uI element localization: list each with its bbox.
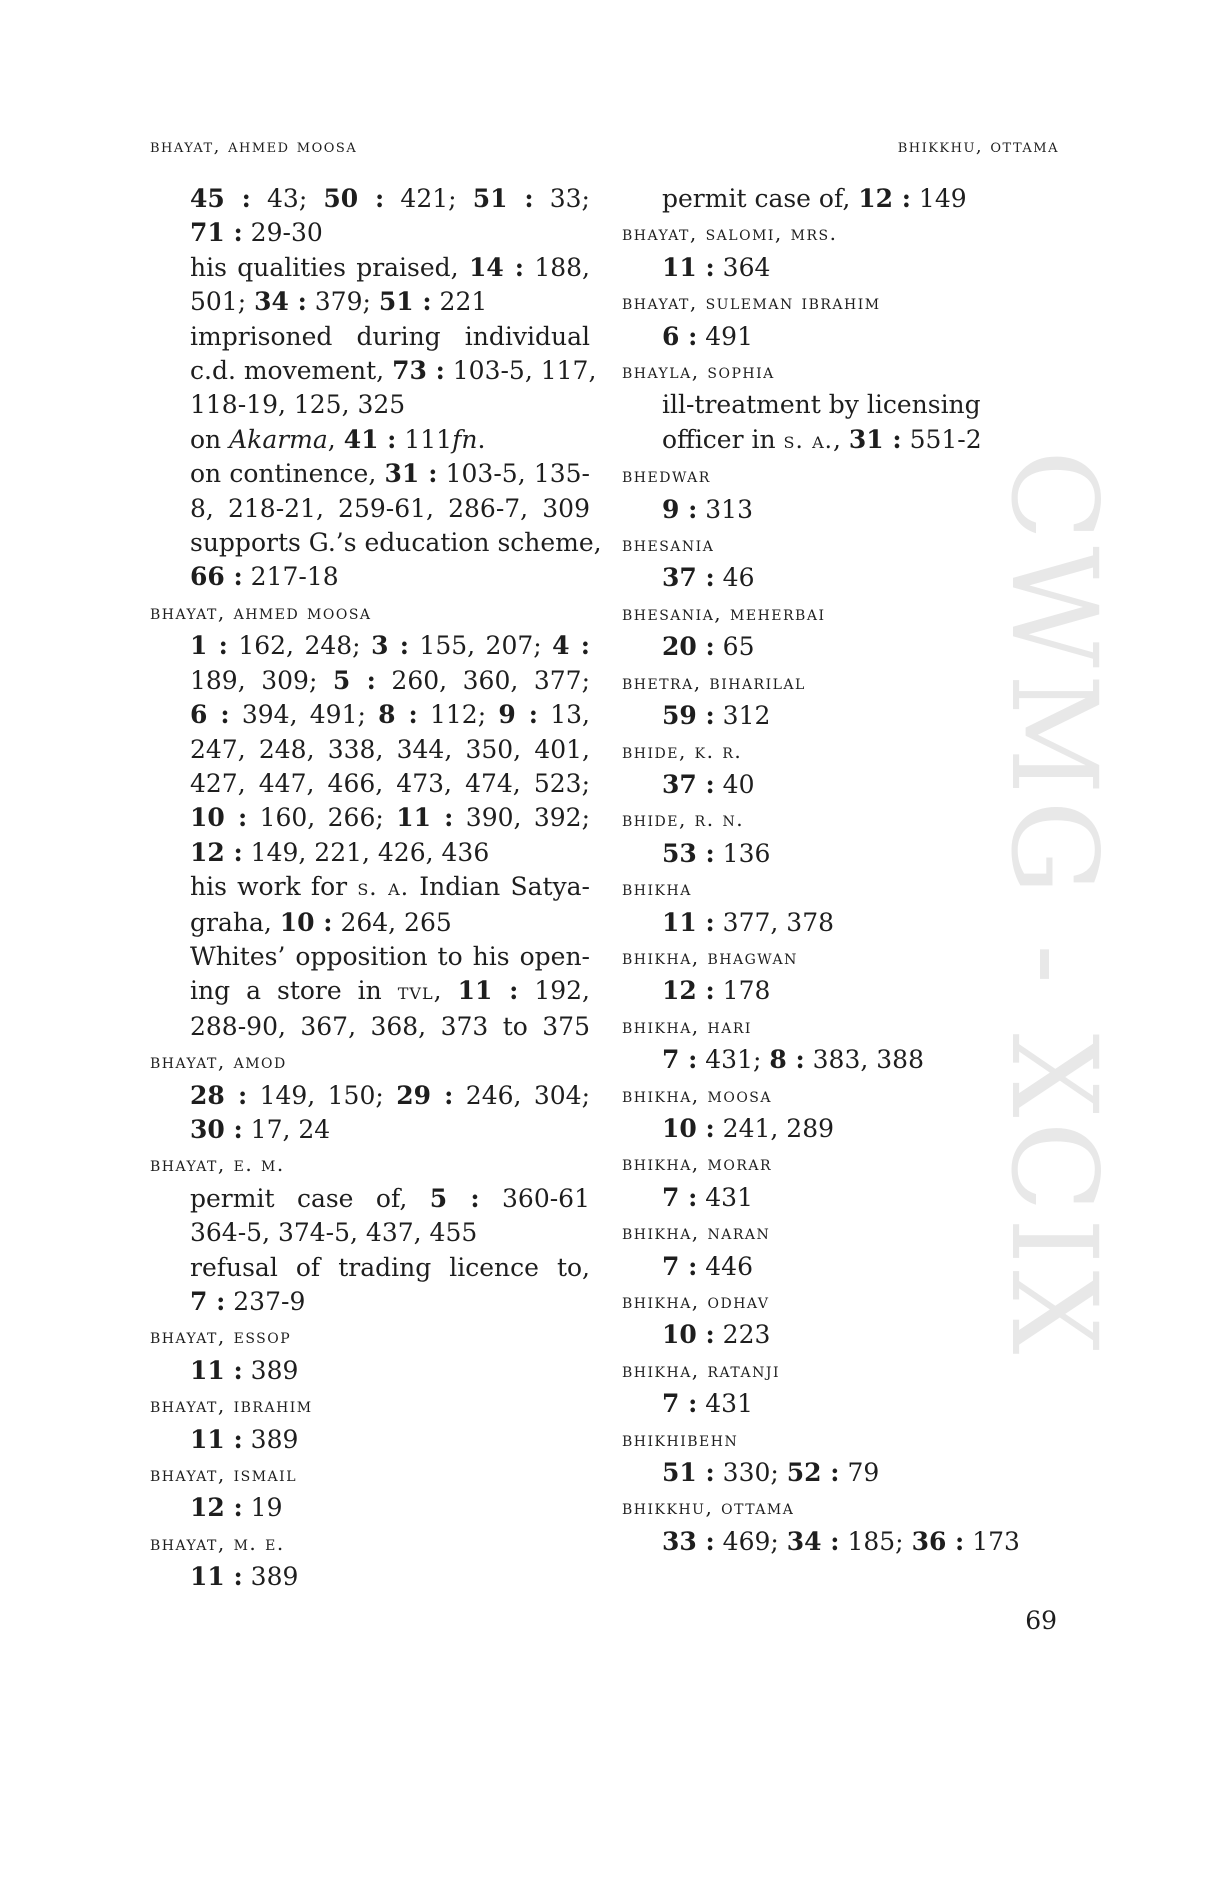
index-entry-line: 364-5, 374-5, 437, 455: [190, 1218, 478, 1248]
index-heading: bhayat, e. m.: [150, 1152, 285, 1177]
index-entry-line: imprisoned during individual: [190, 321, 590, 351]
index-entry-line: permit case of, 12 : 149: [662, 184, 967, 213]
index-entry-line: 20 : 65: [662, 632, 755, 662]
index-entry-line: 51 : 330; 52 : 79: [662, 1458, 880, 1488]
index-entry-line: 12 : 178: [662, 976, 771, 1006]
index-entry-line: ill-treatment by licensing: [662, 390, 981, 420]
index-entry-line: 11 : 389: [190, 1424, 299, 1454]
index-entry-line: Whites’ opposition to his open-: [190, 941, 590, 971]
index-entry-line: 288-90, 367, 368, 373 to 375: [190, 1011, 590, 1041]
index-heading: bhayat, m. e.: [150, 1530, 285, 1555]
index-entry-line: 189, 309; 5 : 260, 360, 377;: [190, 665, 590, 695]
index-entry-line: 6 : 394, 491; 8 : 112; 9 : 13,: [190, 700, 591, 730]
index-entry-line: 37 : 40: [662, 769, 755, 799]
index-entry-line: 427, 447, 466, 473, 474, 523;: [190, 768, 590, 798]
index-entry-line: 59 : 312: [662, 701, 771, 731]
index-entry-line: on Akarma, 41 : 111fn.: [190, 424, 486, 454]
index-heading: bhedwar: [622, 463, 711, 488]
index-heading: bhayat, ahmed moosa: [150, 599, 372, 624]
index-heading: bhikhibehn: [622, 1426, 739, 1451]
index-entry-line: 501; 34 : 379; 51 : 221: [190, 287, 488, 317]
index-heading: bhikha, bhagwan: [622, 944, 798, 969]
index-entry-line: 6 : 491: [662, 321, 753, 351]
index-heading: bhide, r. n.: [622, 807, 745, 832]
index-entry-line: 53 : 136: [662, 838, 771, 868]
index-heading: bhikkhu, ottama: [622, 1495, 795, 1520]
index-entry-line: 10 : 223: [662, 1320, 771, 1350]
index-entry-line: 71 : 29-30: [190, 218, 323, 248]
index-entry-line: 12 : 19: [190, 1493, 283, 1523]
index-heading: bhesania: [622, 532, 715, 557]
index-column-left: [150, 182, 602, 1595]
index-entry-line: graha, 10 : 264, 265: [190, 907, 452, 937]
index-entry-line: 30 : 17, 24: [190, 1114, 331, 1144]
index-entry-line: 1 : 162, 248; 3 : 155, 207; 4 :: [190, 631, 591, 661]
watermark: CWMG - XCIX: [985, 450, 1123, 1361]
index-entry-line: 37 : 46: [662, 563, 755, 593]
index-heading: bhayat, amod: [150, 1049, 287, 1074]
index-entry-line: 66 : 217-18: [190, 562, 339, 592]
index-heading: bhayla, sophia: [622, 359, 775, 384]
index-entry-line: 11 : 389: [190, 1355, 299, 1385]
index-entry-line: 11 : 389: [190, 1562, 299, 1592]
index-entry-line: 45 : 43; 50 : 421; 51 : 33;: [190, 184, 590, 213]
index-entry-line: 10 : 241, 289: [662, 1113, 835, 1143]
index-heading: bhayat, ibrahim: [150, 1393, 313, 1418]
index-heading: bhikha: [622, 876, 692, 901]
page-number: 69: [1025, 1606, 1057, 1635]
index-entry-line: on continence, 31 : 103-5, 135-: [190, 459, 590, 489]
index-entry-line: 28 : 149, 150; 29 : 246, 304;: [190, 1080, 590, 1110]
index-heading: bhetra, biharilal: [622, 669, 806, 694]
index-entry-line: 9 : 313: [662, 494, 753, 524]
index-entry-line: 118-19, 125, 325: [190, 390, 406, 420]
running-head-left: bhayat, ahmed moosa: [150, 136, 358, 157]
index-entry-line: 7 : 431: [662, 1182, 753, 1212]
index-entry-line: permit case of, 5 : 360-61: [190, 1183, 590, 1213]
index-entry-line: 7 : 446: [662, 1251, 753, 1281]
index-entry-line: 33 : 469; 34 : 185; 36 : 173: [662, 1526, 1020, 1556]
index-entry-line: 7 : 431: [662, 1389, 753, 1419]
index-entry-line: ing a store in tvl, 11 : 192,: [190, 976, 590, 1006]
index-entry-line: 12 : 149, 221, 426, 436: [190, 837, 490, 867]
index-entry-line: 7 : 431; 8 : 383, 388: [662, 1045, 924, 1075]
index-entry-line: 8, 218-21, 259-61, 286-7, 309: [190, 493, 590, 523]
index-entry-line: c.d. movement, 73 : 103-5, 117,: [190, 356, 597, 386]
index-heading: bhayat, salomi, mrs.: [622, 221, 838, 246]
index-entry-line: refusal of trading licence to,: [190, 1252, 590, 1282]
running-head-right: bhikkhu, ottama: [897, 136, 1059, 157]
index-entry-line: supports G.’s education scheme,: [190, 528, 602, 558]
index-entry-line: 10 : 160, 266; 11 : 390, 392;: [190, 803, 590, 833]
index-heading: bhide, k. r.: [622, 738, 743, 763]
index-heading: bhayat, ismail: [150, 1462, 297, 1487]
index-heading: bhikha, odhav: [622, 1289, 770, 1313]
index-entry-line: 11 : 364: [662, 252, 771, 282]
index-entry-line: 7 : 237-9: [190, 1287, 306, 1316]
index-heading: bhayat, essop: [150, 1324, 292, 1349]
index-entry-line: his work for s. a. Indian Satya-: [190, 872, 591, 902]
index-heading: bhikha, moosa: [622, 1082, 773, 1107]
index-heading: bhayat, suleman ibrahim: [622, 290, 881, 315]
index-entry-line: 11 : 377, 378: [662, 907, 835, 937]
index-entry-line: 247, 248, 338, 344, 350, 401,: [190, 734, 590, 764]
index-heading: bhikha, naran: [622, 1220, 771, 1245]
index-entry-line: his qualities praised, 14 : 188,: [190, 252, 590, 282]
index-heading: bhikha, hari: [622, 1013, 752, 1038]
index-heading: bhesania, meherbai: [622, 600, 826, 625]
index-heading: bhikha, morar: [622, 1151, 773, 1176]
index-heading: bhikha, ratanji: [622, 1357, 780, 1382]
index-entry-line: officer in s. a., 31 : 551-2: [662, 424, 982, 454]
